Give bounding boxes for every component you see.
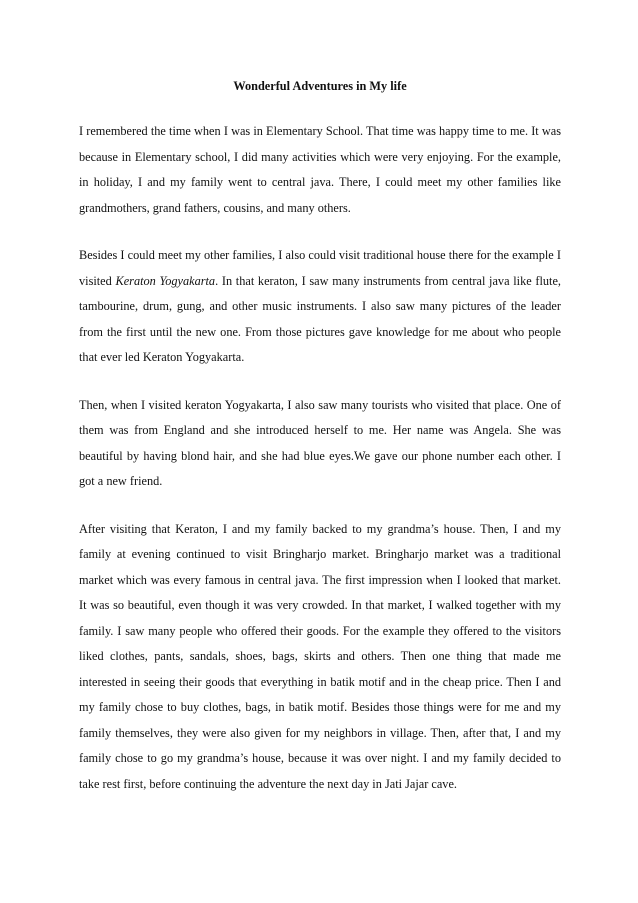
paragraph-3: Then, when I visited keraton Yogyakarta, I also saw many tourists who visited that place. One of them was from England and she introduced herself to me. Her name was Angela. She was beautiful by having blond hair, and she had blue eyes.We gave our phone number each other. I got a new friend. — [79, 397, 561, 488]
paragraph-2 — [79, 243, 561, 371]
paragraph-4: After visiting that Keraton, I and my family backed to my grandma’s house. Then, I and my family at evening continued to visit Bringharjo market. Bringharjo market was a traditional market which was every famous in central java. The first impression when I looked that market. It was so beautiful, even though it was very crowded. In that market, I walked together with my family. I saw many people who offered their goods. For the example they offered to the visitors liked clothes, pants, sandals, shoes, bags, skirts and others. Then one thing that made me interested in seeing their goods that everything in batik motif and in the cheap price. Then I and my family chose to buy clothes, bags, in batik motif. Besides those things were for me and my family themselves, they were also given for my neighbors in village. Then, after that, I and my family chose to go my grandma’s house, because it was over night. I and my family decided to take rest first, before continuing the adventure the next day in Jati Jajar cave. — [79, 521, 561, 791]
document-body — [79, 74, 561, 819]
paragraph-1: I remembered the time when I was in Elementary School. That time was happy time to me. It was because in Elementary school, I did many activities which were very enjoying. For the example, in holiday, I and my family went to central java. There, I could meet my other families like grandmothers, grand fathers, cousins, and many others. — [79, 124, 561, 215]
paragraph-2-italic-place: Keraton Yogyakarta — [115, 273, 216, 288]
document-title: Wonderful Adventures in My life — [233, 79, 407, 93]
paragraph-2-text-before: Besides I could meet my other families, I also could visit traditional house there for the example I visited — [79, 248, 561, 288]
paragraph-2-text-after: . In that keraton, I saw many instruments from central java like flute, tambourine, drum, gung, and other music instruments. I also saw many pictures of the leader from the first until the new one. From those pictures gave knowledge for me about who people that ever led Keraton Yogyakarta. — [79, 273, 561, 364]
